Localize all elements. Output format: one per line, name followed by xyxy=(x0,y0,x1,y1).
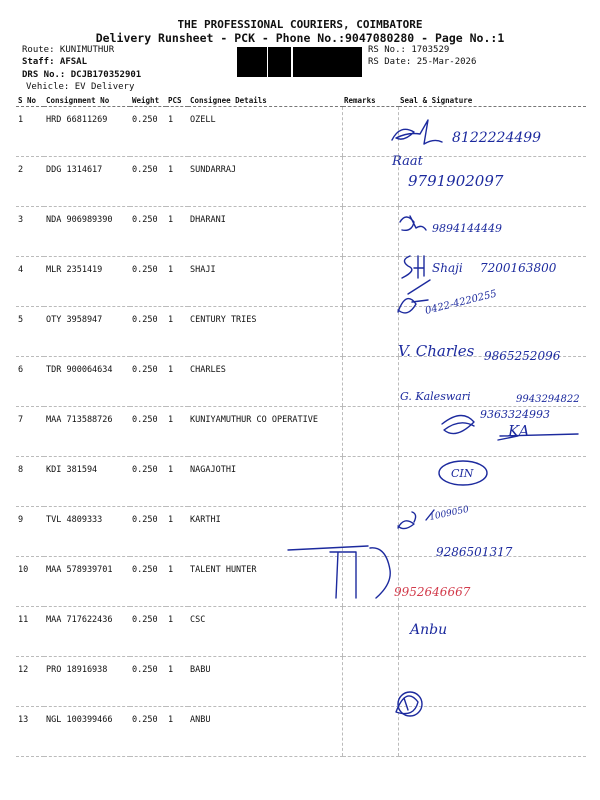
pieces: 1 xyxy=(166,707,188,757)
hw-phone-1: 8122224499 xyxy=(452,130,542,146)
weight: 0.250 xyxy=(130,407,166,457)
arrow-line xyxy=(288,546,368,550)
runsheet-title: THE PROFESSIONAL COURIERS, COIMBATORE xyxy=(177,18,423,31)
serial-number: 13 xyxy=(16,707,44,757)
weight: 0.250 xyxy=(130,457,166,507)
hw-phone-11a: 1009050 xyxy=(428,504,470,523)
runsheet-subtitle: Delivery Runsheet - PCK - Phone No.:9047080280 - Page No.:1 xyxy=(95,31,505,45)
column-header: Seal & Signature xyxy=(398,94,586,107)
weight: 0.250 xyxy=(130,507,166,557)
consignment-number: MAA 578939701 xyxy=(44,557,130,607)
weight: 0.250 xyxy=(130,557,166,607)
serial-number: 3 xyxy=(16,207,44,257)
consignment-number: MAA 717622436 xyxy=(44,607,130,657)
consignee-name: OZELL xyxy=(188,107,342,157)
weight: 0.250 xyxy=(130,657,166,707)
consignment-number: HRD 66811269 xyxy=(44,107,130,157)
pieces: 1 xyxy=(166,157,188,207)
serial-number: 4 xyxy=(16,257,44,307)
consignee-name: NAGAJOTHI xyxy=(188,457,342,507)
hw-phone-12: 9952646667 xyxy=(394,585,471,599)
hw-name-5: Shaji xyxy=(432,261,463,275)
weight: 0.250 xyxy=(130,607,166,657)
column-header: Remarks xyxy=(342,94,398,107)
column-header: Consignment No xyxy=(44,94,130,107)
consignment-number: TVL 4809333 xyxy=(44,507,130,557)
pieces: 1 xyxy=(166,307,188,357)
weight: 0.250 xyxy=(130,107,166,157)
serial-number: 7 xyxy=(16,407,44,457)
hw-name-7: V. Charles xyxy=(398,342,475,360)
consignee-name: SHAJI xyxy=(188,257,342,307)
column-header: Consignee Details xyxy=(188,94,342,107)
serial-number: 10 xyxy=(16,557,44,607)
column-header: S No xyxy=(16,94,44,107)
rs-number: RS No.: 1703529 xyxy=(368,45,450,55)
hw-phone-8a: 9943294822 xyxy=(516,394,580,405)
hw-name-2: Raat xyxy=(392,154,423,169)
consignee-name: KARTHI xyxy=(188,507,342,557)
pieces: 1 xyxy=(166,607,188,657)
weight: 0.250 xyxy=(130,207,166,257)
hw-stamp-10: CIN xyxy=(451,467,474,480)
hw-phone-8b: 9363324993 xyxy=(480,408,550,421)
serial-number: 12 xyxy=(16,657,44,707)
column-header: Weight xyxy=(130,94,166,107)
serial-number: 9 xyxy=(16,507,44,557)
serial-number: 11 xyxy=(16,607,44,657)
consignment-number: NGL 100399466 xyxy=(44,707,130,757)
pieces: 1 xyxy=(166,657,188,707)
weight: 0.250 xyxy=(130,357,166,407)
serial-number: 1 xyxy=(16,107,44,157)
hw-phone-7: 9865252096 xyxy=(484,349,561,363)
weight: 0.250 xyxy=(130,257,166,307)
route-label: Route: KUNIMUTHUR xyxy=(22,45,115,55)
vehicle-label: Vehicle: EV Delivery xyxy=(26,82,135,92)
weight: 0.250 xyxy=(130,707,166,757)
weight: 0.250 xyxy=(130,157,166,207)
hw-name-13: Anbu xyxy=(410,622,448,638)
consignee-name: CSC xyxy=(188,607,342,657)
consignment-number: KDI 381594 xyxy=(44,457,130,507)
pieces: 1 xyxy=(166,107,188,157)
consignee-name: TALENT HUNTER xyxy=(188,557,342,607)
hw-phone-6: 0422-4220255 xyxy=(424,288,498,317)
consignee-name: CENTURY TRIES xyxy=(188,307,342,357)
consignee-name: KUNIYAMUTHUR CO OPERATIVE xyxy=(188,407,342,457)
consignment-number: OTY 3958947 xyxy=(44,307,130,357)
consignment-number: NDA 906989390 xyxy=(44,207,130,257)
pieces: 1 xyxy=(166,207,188,257)
signature-row-5 xyxy=(402,256,424,278)
consignment-number: MAA 713588726 xyxy=(44,407,130,457)
serial-number: 8 xyxy=(16,457,44,507)
weight: 0.250 xyxy=(130,307,166,357)
consignment-number: TDR 900064634 xyxy=(44,357,130,407)
drs-number: DRS No.: DCJB170352901 xyxy=(22,70,142,80)
consignee-name: SUNDARRAJ xyxy=(188,157,342,207)
signature-row-4 xyxy=(400,216,426,230)
serial-number: 5 xyxy=(16,307,44,357)
pieces: 1 xyxy=(166,457,188,507)
consignee-name: CHARLES xyxy=(188,357,342,407)
hw-phone-2: 9791902097 xyxy=(408,172,504,190)
consignment-number: DDG 1314617 xyxy=(44,157,130,207)
hw-phone-5: 7200163800 xyxy=(480,261,557,275)
hw-name-8: G. Kaleswari xyxy=(400,390,471,403)
consignee-name: ANBU xyxy=(188,707,342,757)
consignment-number: MLR 2351419 xyxy=(44,257,130,307)
pieces: 1 xyxy=(166,557,188,607)
pieces: 1 xyxy=(166,257,188,307)
pieces: 1 xyxy=(166,407,188,457)
staff-label: Staff: AFSAL xyxy=(22,57,88,67)
consignment-number: PRO 18916938 xyxy=(44,657,130,707)
pieces: 1 xyxy=(166,357,188,407)
consignee-name: BABU xyxy=(188,657,342,707)
consignee-name: DHARANI xyxy=(188,207,342,257)
hw-sig-9: KA xyxy=(508,422,530,440)
hw-phone-4: 9894144449 xyxy=(432,222,502,235)
signature-row-8 xyxy=(442,415,474,433)
column-header: PCS xyxy=(166,94,188,107)
serial-number: 6 xyxy=(16,357,44,407)
serial-number: 2 xyxy=(16,157,44,207)
rs-date: RS Date: 25-Mar-2026 xyxy=(368,57,477,67)
pieces: 1 xyxy=(166,507,188,557)
signature-row-1 xyxy=(392,120,442,144)
hw-phone-11b: 9286501317 xyxy=(436,545,513,559)
